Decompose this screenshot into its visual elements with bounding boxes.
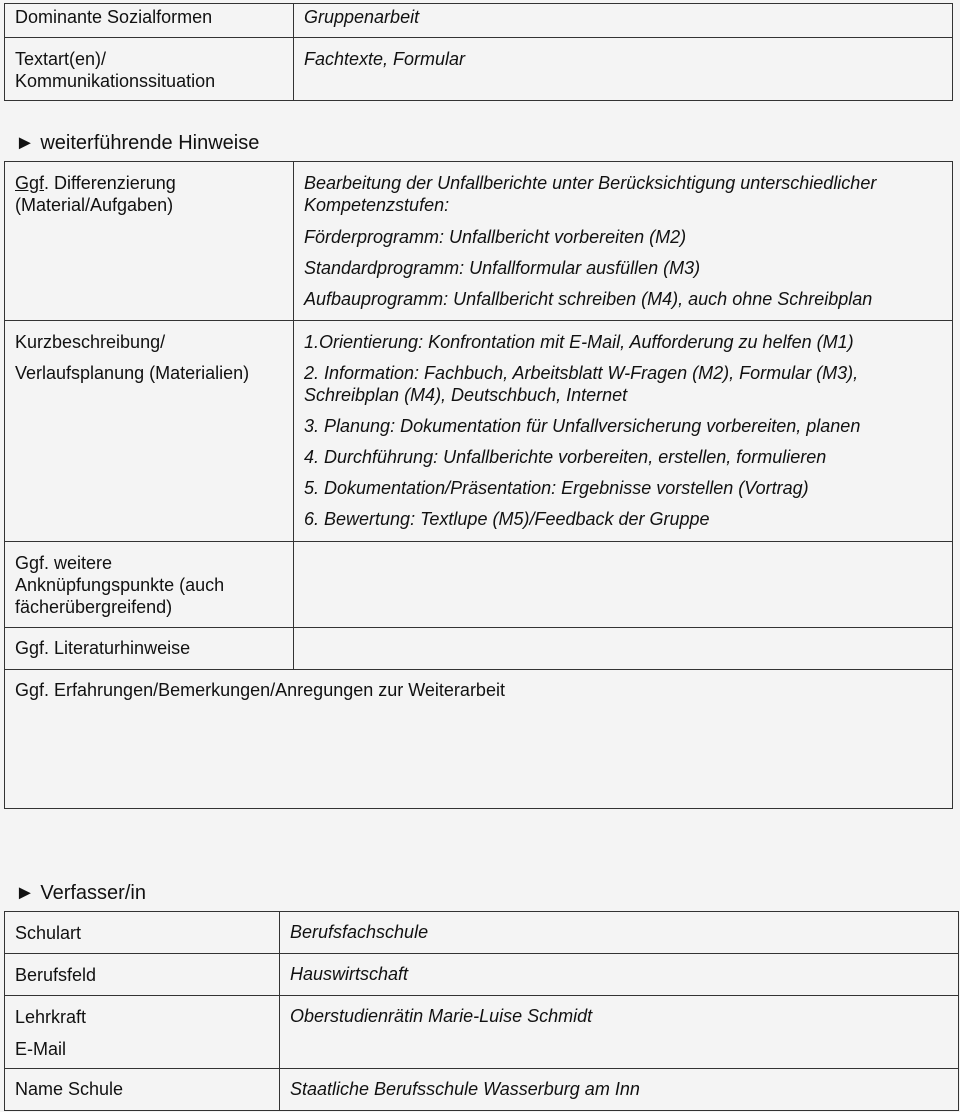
section-heading-verfasser: ► Verfasser/in	[15, 882, 146, 904]
label-kurzbeschreibung: Kurzbeschreibung/ Verlaufsplanung (Materialien)	[5, 321, 294, 542]
label-name-schule: Name Schule	[5, 1069, 280, 1111]
value-sozialformen: Gruppenarbeit	[294, 4, 953, 38]
label-lehrkraft: Lehrkraft E-Mail	[5, 996, 280, 1069]
top-table	[4, 3, 953, 101]
verlauf-content: 1.Orientierung: Konfrontation mit E-Mail, Aufforderung zu helfen (M1) 2. Information: Fachbuch, Arbeitsblatt W-Fragen (M2), Formular (M3), Schreibplan (M4), Deutschbuch, Internet 3. Planung: Dokumentation für Unfallversicherung vorbereiten, planen 4. Durchführung: Unfallberichte vorbereiten, erstellen, formulieren 5. Dokumentation/Präsentation: Ergebnisse vorstellen (Vortrag) 6. Bewertung: Textlupe (M5)/Feedback der Gruppe	[294, 321, 953, 542]
hints-table	[4, 161, 953, 809]
anknuepfung-content	[294, 542, 953, 628]
section-heading-hinweise: ► weiterführende Hinweise	[15, 132, 260, 154]
label-differenzierung: Ggf. Differenzierung (Material/Aufgaben)	[5, 162, 294, 321]
author-table	[4, 911, 959, 1111]
value-lehrkraft: Oberstudienrätin Marie-Luise Schmidt	[280, 996, 959, 1069]
literatur-content	[294, 628, 953, 670]
value-textart: Fachtexte, Formular	[294, 38, 953, 101]
label-textart: Textart(en)/ Kommunikationssituation	[5, 38, 294, 101]
differenzierung-content: Bearbeitung der Unfallberichte unter Berücksichtigung unterschiedlicher Kompetenzstufen: Förderprogramm: Unfallbericht vorbereiten (M2) Standardprogramm: Unfallformular ausfüllen (M3) Aufbauprogramm: Unfallbericht schreiben (M4), auch ohne Schreibplan	[294, 162, 953, 321]
value-berufsfeld: Hauswirtschaft	[280, 954, 959, 996]
label-sozialformen: Dominante Sozialformen	[5, 4, 294, 38]
label-anknuepfung: Ggf. weitere Anknüpfungspunkte (auch fächerübergreifend)	[5, 542, 294, 628]
value-name-schule: Staatliche Berufsschule Wasserburg am Inn	[280, 1069, 959, 1111]
label-berufsfeld: Berufsfeld	[5, 954, 280, 996]
label-literatur: Ggf. Literaturhinweise	[5, 628, 294, 670]
value-schulart: Berufsfachschule	[280, 912, 959, 954]
label-schulart: Schulart	[5, 912, 280, 954]
erfahrungen-cell: Ggf. Erfahrungen/Bemerkungen/Anregungen zur Weiterarbeit	[5, 670, 953, 809]
